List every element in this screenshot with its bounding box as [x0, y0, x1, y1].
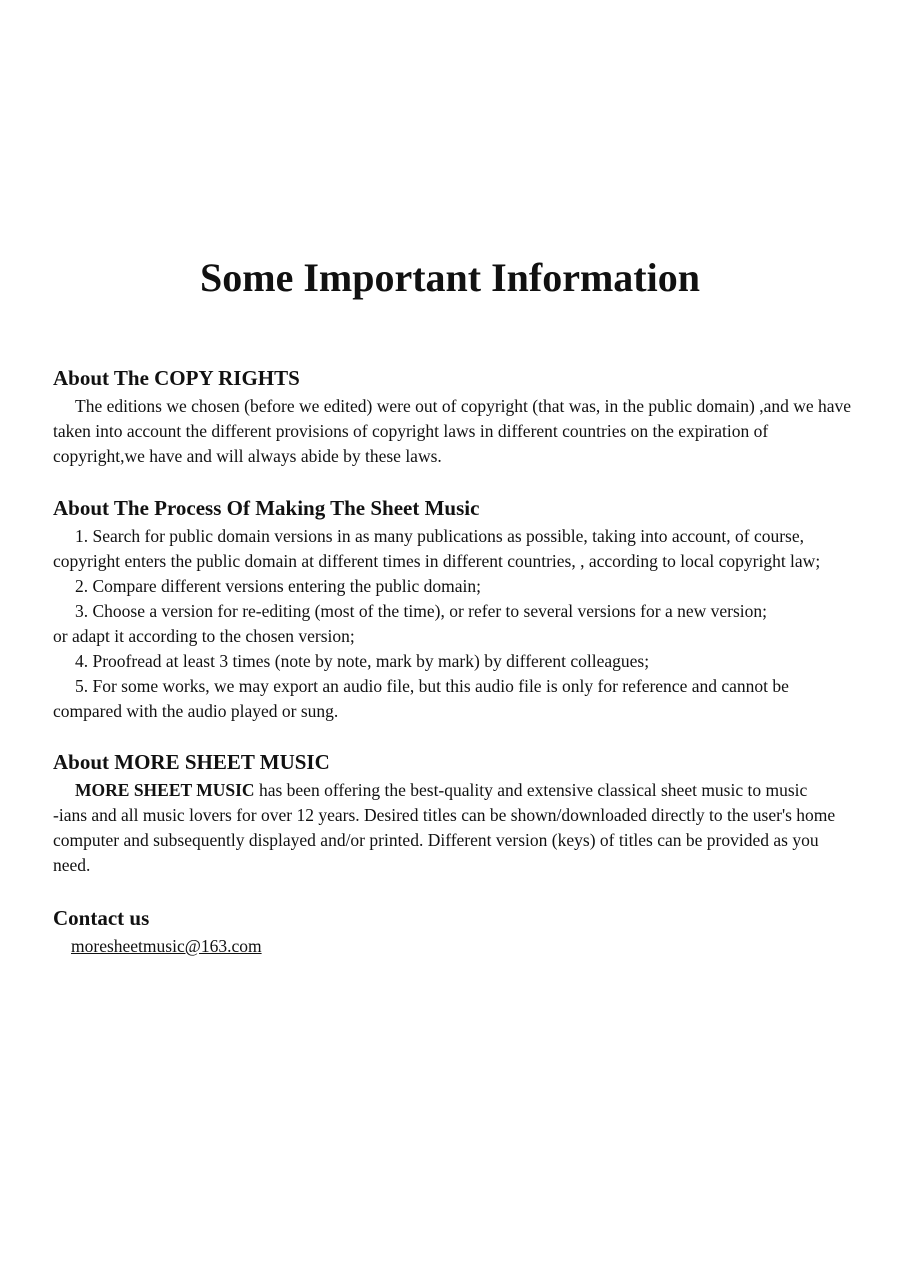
process-step-3: 3. Choose a version for re-editing (most of the time), or refer to several versions for a new version;: [75, 601, 768, 621]
process-step-1-continued: copyright enters the public domain at different times in different countries, , according to local copyright law;: [53, 551, 821, 571]
contact-heading: Contact us: [53, 906, 150, 930]
process-step-2: 2. Compare different versions entering the public domain;: [75, 576, 481, 596]
about-text-first-line: [53, 778, 853, 803]
process-steps: [53, 524, 853, 724]
brand-name: MORE SHEET MUSIC: [75, 780, 255, 800]
page-title: Some Important Information: [200, 255, 700, 300]
process-step-4: 4. Proofread at least 3 times (note by note, mark by mark) by different colleagues;: [75, 651, 650, 671]
process-step-3-continued: or adapt it according to the chosen version;: [53, 626, 355, 646]
process-step-5: 5. For some works, we may export an audio file, but this audio file is only for reference and cannot be: [75, 676, 789, 696]
process-step-5-continued: compared with the audio played or sung.: [53, 701, 339, 721]
process-heading: About The Process Of Making The Sheet Music: [53, 496, 480, 520]
contact-email-link[interactable]: moresheetmusic@163.com: [71, 936, 262, 956]
about-section: [53, 748, 853, 878]
copyright-section: [53, 364, 853, 469]
process-step-1: 1. Search for public domain versions in as many publications as possible, taking into account, of course,: [75, 526, 805, 546]
about-text-line-1: has been offering the best-quality and extensive classical sheet music to music: [254, 780, 808, 800]
about-heading: About MORE SHEET MUSIC: [53, 750, 330, 774]
copyright-heading: About The COPY RIGHTS: [53, 366, 300, 390]
copyright-text: The editions we chosen (before we edited) were out of copyright (that was, in the public domain) ,and we have taken into account the different provisions of copyright laws in different countries on the expiration of copyright,we have and will always abide by these laws.: [53, 396, 852, 466]
about-text: -ians and all music lovers for over 12 years. Desired titles can be shown/downloaded directly to the user's home computer and subsequently displayed and/or printed. Different version (keys) of titles can be provided as you need.: [53, 805, 836, 875]
contact-section: [53, 904, 853, 958]
process-section: [53, 494, 853, 724]
